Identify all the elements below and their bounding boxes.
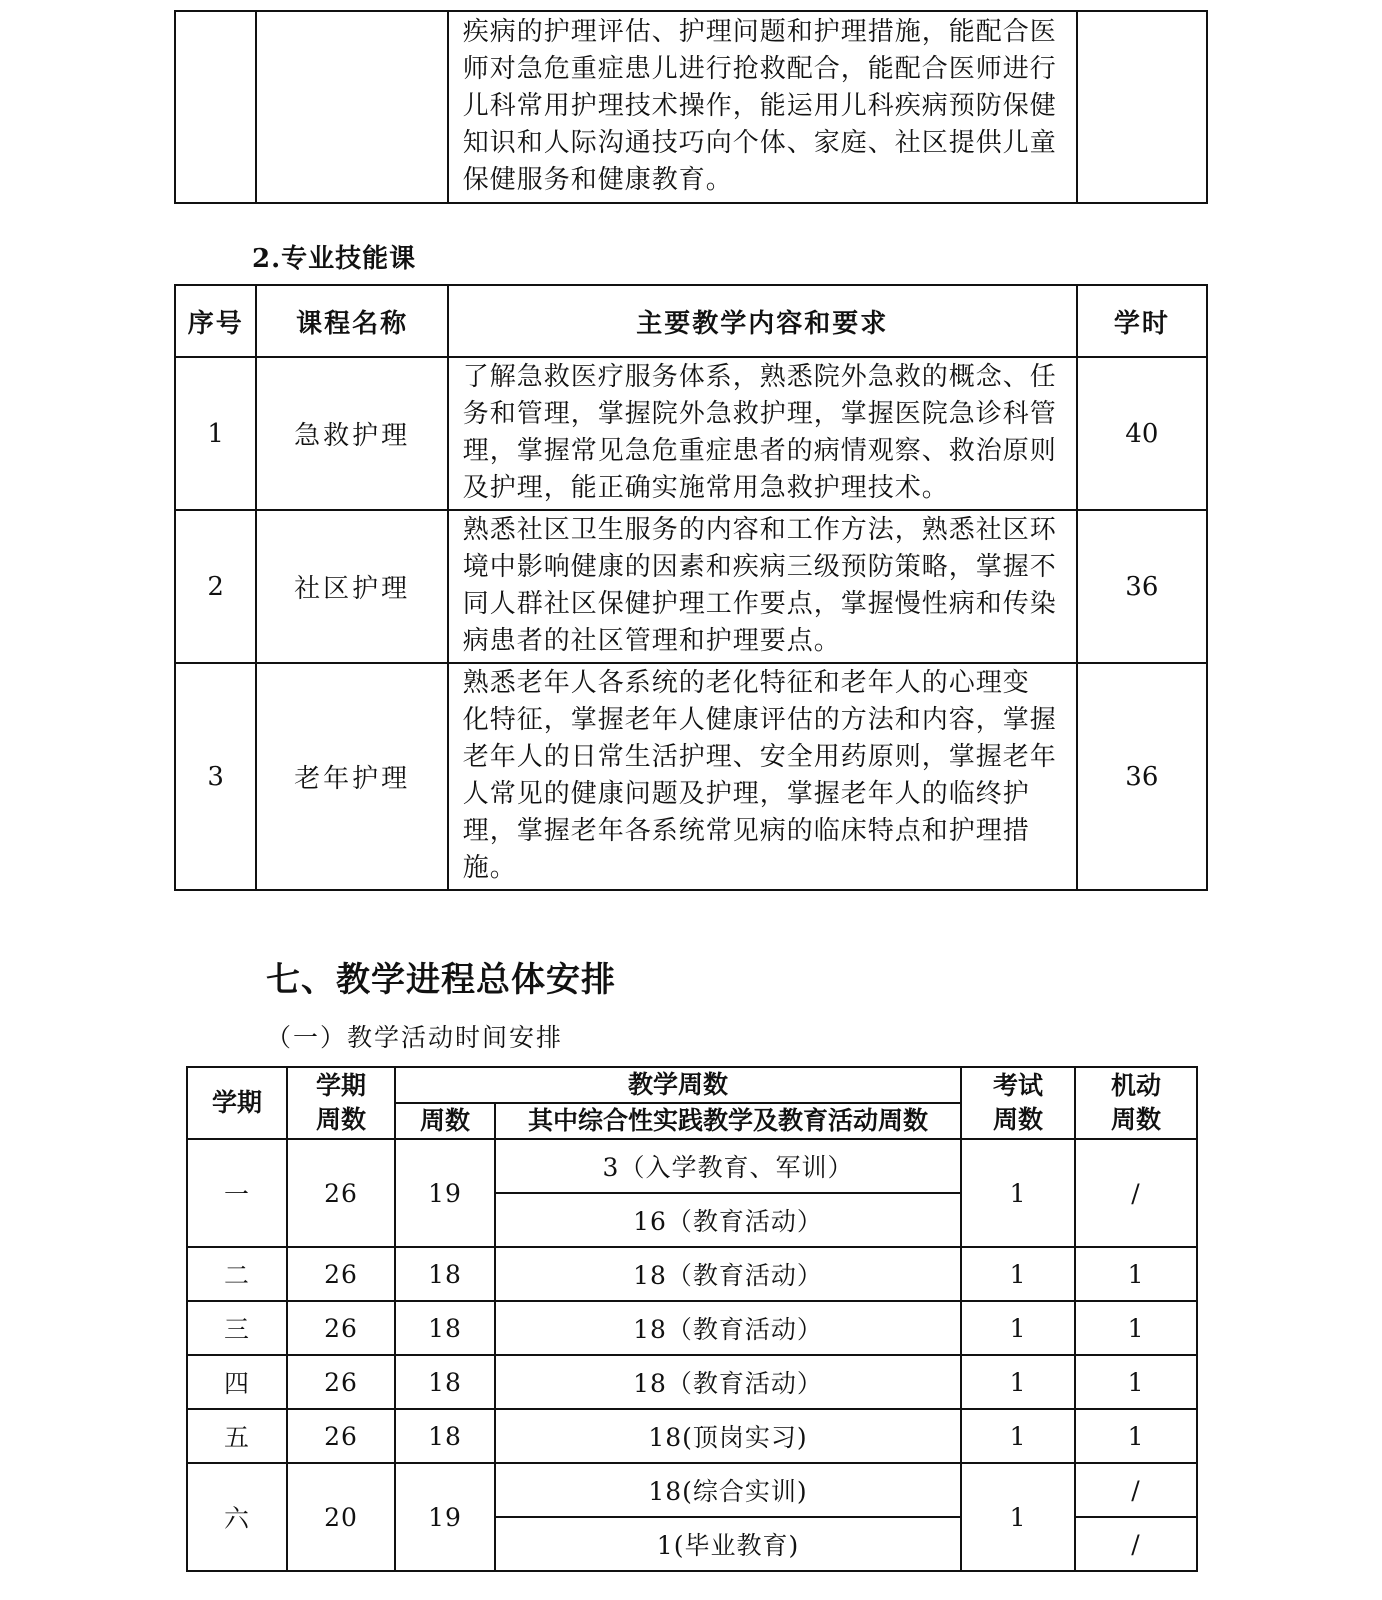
- term-cell: 四: [187, 1355, 287, 1409]
- exam-cell: 1: [961, 1463, 1075, 1571]
- content-line: 了解急救医疗服务体系，熟悉院外急救的概念、任: [462, 362, 1057, 392]
- header-line: 学期: [315, 1071, 366, 1100]
- content-cell: [448, 663, 1077, 890]
- content-line: 施。: [462, 853, 517, 883]
- content-line: 同人群社区保健护理工作要点，掌握慢性病和传染: [462, 589, 1057, 619]
- table-row: [187, 1301, 1197, 1355]
- name-cell: 急救护理: [256, 357, 447, 510]
- content-line: 师对急危重症患儿进行抢救配合，能配合医师进行: [462, 54, 1057, 84]
- content-line: 境中影响健康的因素和疾病三级预防策略，掌握不: [462, 552, 1057, 582]
- table-row: [175, 357, 1207, 510]
- skill-courses-table: [174, 284, 1208, 891]
- term-weeks-cell: 26: [287, 1139, 395, 1247]
- hours-cell: 40: [1077, 357, 1207, 510]
- exam-cell: 1: [961, 1409, 1075, 1463]
- header-line: 周数: [1111, 1105, 1162, 1134]
- schedule-table: [186, 1066, 1198, 1572]
- header-term: 学期: [187, 1067, 287, 1139]
- flex-cell: /: [1075, 1463, 1197, 1517]
- hours-cell: 36: [1077, 510, 1207, 663]
- table-row: [175, 663, 1207, 890]
- flex-cell: 1: [1075, 1301, 1197, 1355]
- header-no: 序号: [175, 285, 256, 357]
- flex-cell: 1: [1075, 1355, 1197, 1409]
- header-practice: 其中综合性实践教学及教育活动周数: [495, 1103, 961, 1139]
- term-weeks-cell: 26: [287, 1247, 395, 1301]
- term-weeks-cell: 26: [287, 1355, 395, 1409]
- exam-cell: 1: [961, 1301, 1075, 1355]
- flex-cell: 1: [1075, 1409, 1197, 1463]
- term-cell: 三: [187, 1301, 287, 1355]
- content-line: 人常见的健康问题及护理，掌握老年人的临终护: [462, 779, 1030, 809]
- content-line: 疾病的护理评估、护理问题和护理措施，能配合医: [462, 17, 1057, 47]
- content-line: 老年人的日常生活护理、安全用药原则，掌握老年: [462, 742, 1057, 772]
- weeks-cell: 18: [395, 1247, 495, 1301]
- table-row: [187, 1355, 1197, 1409]
- practice-cell: 1(毕业教育): [495, 1517, 961, 1571]
- content-line: 理，掌握常见急危重症患者的病情观察、救治原则: [462, 436, 1057, 466]
- practice-cell: 3（入学教育、军训）: [495, 1139, 961, 1193]
- hours-cell: 36: [1077, 663, 1207, 890]
- header-line: 周数: [315, 1105, 366, 1134]
- header-weeks: 周数: [395, 1103, 495, 1139]
- practice-cell: 18（教育活动）: [495, 1301, 961, 1355]
- exam-cell: 1: [961, 1355, 1075, 1409]
- content-line: 儿科常用护理技术操作，能运用儿科疾病预防保健: [462, 91, 1057, 121]
- weeks-cell: 18: [395, 1409, 495, 1463]
- header-content: 主要教学内容和要求: [448, 285, 1077, 357]
- header-line: 考试: [993, 1071, 1044, 1100]
- name-cell: [256, 11, 447, 203]
- table-row: [175, 510, 1207, 663]
- section-heading: 七、教学进程总体安排: [266, 960, 616, 1000]
- name-cell: 老年护理: [256, 663, 447, 890]
- content-cell: [448, 510, 1077, 663]
- no-cell: 1: [175, 357, 256, 510]
- content-line: 及护理，能正确实施常用急救护理技术。: [462, 473, 949, 503]
- practice-cell: 18（教育活动）: [495, 1355, 961, 1409]
- content-line: 化特征，掌握老年人健康评估的方法和内容，掌握: [462, 705, 1057, 735]
- table-header-row: [175, 285, 1207, 357]
- term-weeks-cell: 26: [287, 1301, 395, 1355]
- content-line: 熟悉老年人各系统的老化特征和老年人的心理变: [462, 668, 1030, 698]
- course-table-continuation: [174, 10, 1208, 204]
- content-cell: [448, 11, 1077, 203]
- exam-cell: 1: [961, 1139, 1075, 1247]
- table-row: [187, 1139, 1197, 1193]
- no-cell: 2: [175, 510, 256, 663]
- term-cell: 二: [187, 1247, 287, 1301]
- content-line: 知识和人际沟通技巧向个体、家庭、社区提供儿童: [462, 128, 1057, 158]
- hours-cell: [1077, 11, 1207, 203]
- content-line: 保健服务和健康教育。: [462, 165, 733, 195]
- skill-courses-heading: 2.专业技能课: [252, 244, 417, 274]
- content-line: 理，掌握老年各系统常见病的临床特点和护理措: [462, 816, 1030, 846]
- weeks-cell: 19: [395, 1463, 495, 1571]
- header-flex-weeks: [1075, 1067, 1197, 1139]
- practice-cell: 18(综合实训): [495, 1463, 961, 1517]
- table-row: [175, 11, 1207, 203]
- header-hours: 学时: [1077, 285, 1207, 357]
- flex-cell: 1: [1075, 1247, 1197, 1301]
- no-cell: 3: [175, 663, 256, 890]
- term-weeks-cell: 20: [287, 1463, 395, 1571]
- header-line: 机动: [1111, 1071, 1162, 1100]
- weeks-cell: 19: [395, 1139, 495, 1247]
- term-weeks-cell: 26: [287, 1409, 395, 1463]
- header-term-weeks: [287, 1067, 395, 1139]
- practice-cell: 18(顶岗实习): [495, 1409, 961, 1463]
- header-exam-weeks: [961, 1067, 1075, 1139]
- flex-cell: /: [1075, 1139, 1197, 1247]
- term-cell: 一: [187, 1139, 287, 1247]
- table-row: [187, 1247, 1197, 1301]
- flex-cell: /: [1075, 1517, 1197, 1571]
- table-header-row: [187, 1067, 1197, 1103]
- table-row: [187, 1463, 1197, 1517]
- content-cell: [448, 357, 1077, 510]
- weeks-cell: 18: [395, 1301, 495, 1355]
- practice-cell: 18（教育活动）: [495, 1247, 961, 1301]
- weeks-cell: 18: [395, 1355, 495, 1409]
- content-line: 熟悉社区卫生服务的内容和工作方法，熟悉社区环: [462, 515, 1057, 545]
- term-cell: 五: [187, 1409, 287, 1463]
- practice-cell: 16（教育活动）: [495, 1193, 961, 1247]
- header-name: 课程名称: [256, 285, 447, 357]
- header-line: 周数: [993, 1105, 1044, 1134]
- name-cell: 社区护理: [256, 510, 447, 663]
- table-row: [187, 1409, 1197, 1463]
- term-cell: 六: [187, 1463, 287, 1571]
- header-teaching-weeks: 教学周数: [395, 1067, 961, 1103]
- content-line: 病患者的社区管理和护理要点。: [462, 626, 841, 656]
- exam-cell: 1: [961, 1247, 1075, 1301]
- no-cell: [175, 11, 256, 203]
- subsection-heading: （一）教学活动时间安排: [266, 1023, 564, 1052]
- content-line: 务和管理，掌握院外急救护理，掌握医院急诊科管: [462, 399, 1057, 429]
